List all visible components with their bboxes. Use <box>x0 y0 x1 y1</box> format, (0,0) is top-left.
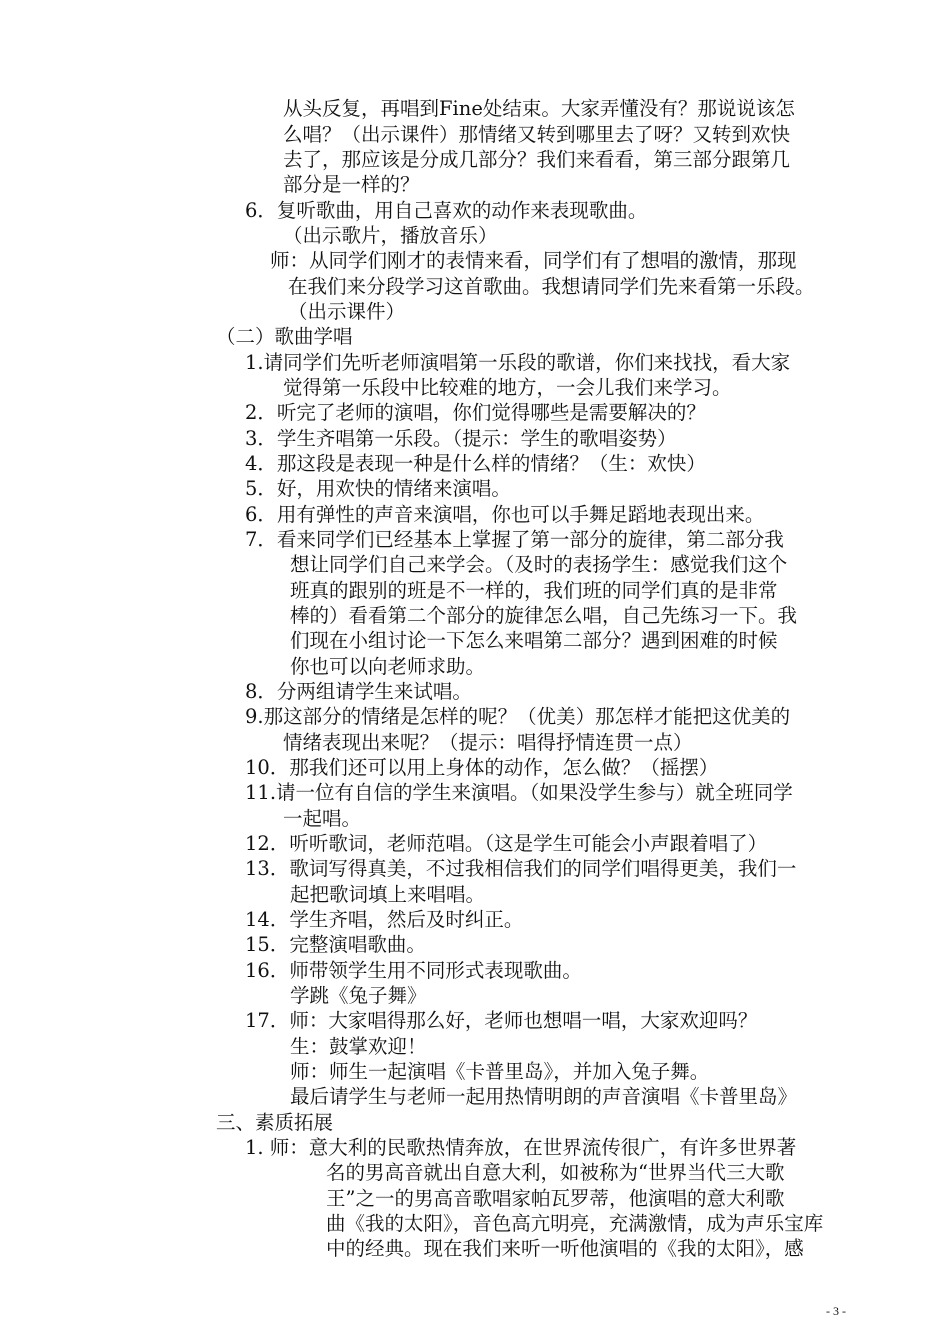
text-line: 一起唱。 <box>283 807 362 830</box>
text-line: 你也可以向老师求助。 <box>290 655 486 678</box>
text-line: 学跳《兔子舞》 <box>290 984 427 1007</box>
text-line: 6．复听歌曲，用自己喜欢的动作来表现歌曲。 <box>245 199 648 222</box>
text-line: 17．师：大家唱得那么好，老师也想唱一唱，大家欢迎吗？ <box>245 1009 758 1032</box>
text-line: 么唱？（出示课件）那情绪又转到哪里去了呀？又转到欢快 <box>283 123 791 146</box>
text-line: 最后请学生与老师一起用热情明朗的声音演唱《卡普里岛》 <box>290 1085 798 1108</box>
text-line: 部分是一样的？ <box>283 173 420 196</box>
text-line: 5．好，用欢快的情绪来演唱。 <box>245 477 511 500</box>
text-line: 师：师生一起演唱《卡普里岛》，并加入兔子舞。 <box>290 1060 710 1083</box>
text-line: 名的男高音就出自意大利，如被称为“世界当代三大歌 <box>326 1161 785 1184</box>
text-line: 曲《我的太阳》，音色高亢明亮，充满激情，成为声乐宝库 <box>326 1212 824 1235</box>
text-line: 们现在小组讨论一下怎么来唱第二部分？遇到困难的时候 <box>290 629 778 652</box>
text-line: 11.请一位有自信的学生来演唱。（如果没学生参与）就全班同学 <box>245 781 793 804</box>
text-line: 师：从同学们刚才的表情来看，同学们有了想唱的激情，那现 <box>270 249 797 272</box>
text-line: 8．分两组请学生来试唱。 <box>245 680 472 703</box>
text-line: 棒的）看看第二个部分的旋律怎么唱，自己先练习一下。我 <box>290 604 798 627</box>
text-line: 10．那我们还可以用上身体的动作，怎么做？（摇摆） <box>245 756 719 779</box>
text-line: 4．那这段是表现一种是什么样的情绪？（生：欢快） <box>245 452 706 475</box>
text-line: 15．完整演唱歌曲。 <box>245 933 426 956</box>
text-line: 6．用有弹性的声音来演唱，你也可以手舞足蹈地表现出来。 <box>245 503 765 526</box>
text-line: 3．学生齐唱第一乐段。（提示：学生的歌唱姿势） <box>245 427 677 450</box>
text-line: 16．师带领学生用不同形式表现歌曲。 <box>245 959 582 982</box>
text-line: 7．看来同学们已经基本上掌握了第一部分的旋律，第二部分我 <box>245 528 784 551</box>
text-line: 1. 师：意大利的民歌热情奔放，在世界流传很广，有许多世界著 <box>245 1136 797 1159</box>
text-line: 生：鼓掌欢迎！ <box>290 1035 427 1058</box>
text-line: 2．听完了老师的演唱，你们觉得哪些是需要解决的？ <box>245 401 706 424</box>
text-line: 从头反复，再唱到Fine处结束。大家弄懂没有？那说说该怎 <box>283 97 795 120</box>
text-line: 1.请同学们先听老师演唱第一乐段的歌谱，你们来找找，看大家 <box>245 351 791 374</box>
text-line: （出示歌片，播放音乐） <box>283 224 498 247</box>
text-line: 13．歌词写得真美，不过我相信我们的同学们唱得更美，我们一 <box>245 857 797 880</box>
text-line: 12．听听歌词，老师范唱。（这是学生可能会小声跟着唱了） <box>245 832 768 855</box>
text-line: 去了，那应该是分成几部分？我们来看看，第三部分跟第几 <box>283 148 791 171</box>
text-line: （出示课件） <box>288 300 406 323</box>
text-line: 班真的跟别的班是不一样的，我们班的同学们真的是非常 <box>290 579 778 602</box>
text-line: 中的经典。现在我们来听一听他演唱的《我的太阳》，感 <box>326 1237 804 1260</box>
text-line: 在我们来分段学习这首歌曲。我想请同学们先来看第一乐段。 <box>288 275 815 298</box>
section-heading: 三、素质拓展 <box>216 1111 334 1134</box>
text-line: 想让同学们自己来学会。（及时的表扬学生：感觉我们这个 <box>290 553 788 576</box>
text-line: 9.那这部分的情绪是怎样的呢？（优美）那怎样才能把这优美的 <box>245 705 791 728</box>
page-number: - 3 - <box>826 1304 846 1318</box>
text-line: 觉得第一乐段中比较难的地方，一会儿我们来学习。 <box>283 376 732 399</box>
section-heading: （二）歌曲学唱 <box>216 325 353 348</box>
text-line: 14．学生齐唱，然后及时纠正。 <box>245 908 524 931</box>
text-line: 王”之一的男高音歌唱家帕瓦罗蒂，他演唱的意大利歌 <box>326 1187 785 1210</box>
text-line: 起把歌词填上来唱唱。 <box>290 883 486 906</box>
text-line: 情绪表现出来呢？（提示：唱得抒情连贯一点） <box>283 731 693 754</box>
